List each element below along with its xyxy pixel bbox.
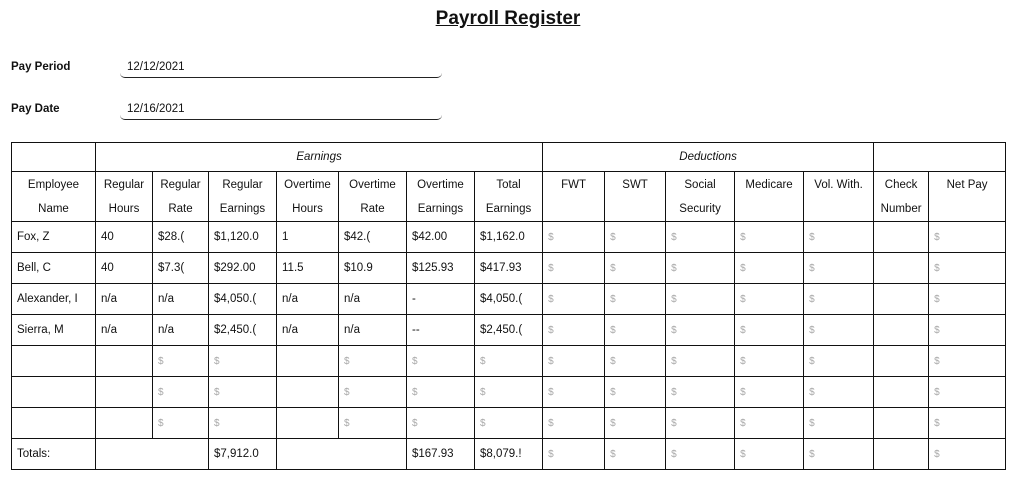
- column-header-line: Employee: [27, 179, 80, 191]
- cell-value: $167.93: [412, 448, 454, 460]
- cell-value: $: [671, 418, 677, 429]
- cell-value: $28.(: [158, 231, 185, 243]
- cell-value: $: [740, 387, 746, 398]
- cell-value: $: [934, 325, 940, 336]
- table-cell[interactable]: [153, 222, 209, 253]
- table-row: [12, 346, 1006, 377]
- pay-date-label: Pay Date: [11, 103, 60, 115]
- table-cell[interactable]: [804, 377, 874, 408]
- table-cell[interactable]: [153, 284, 209, 315]
- column-header-line: Earnings: [485, 203, 532, 215]
- cell-value: $: [412, 418, 418, 429]
- cell-value: $1,120.0: [214, 231, 259, 243]
- table-cell[interactable]: [666, 377, 735, 408]
- cell-value: $: [740, 356, 746, 367]
- table-cell[interactable]: [339, 346, 407, 377]
- column-header-line: Number: [880, 203, 922, 215]
- total-net-pay: [929, 439, 1006, 470]
- cell-value: $: [610, 294, 616, 305]
- column-header-line: Earnings: [219, 203, 266, 215]
- cell-value: $: [809, 294, 815, 305]
- cell-value: $: [548, 449, 554, 460]
- cell-value: $: [934, 294, 940, 305]
- table-cell[interactable]: [874, 346, 929, 377]
- cell-value: $: [671, 294, 677, 305]
- cell-value: $: [934, 418, 940, 429]
- total-medicare: [735, 439, 804, 470]
- cell-value: $7,912.0: [214, 448, 259, 460]
- table-cell[interactable]: [735, 284, 804, 315]
- table-cell[interactable]: [339, 408, 407, 439]
- column-header: [209, 172, 277, 222]
- table-cell[interactable]: [929, 408, 1006, 439]
- cell-value: $: [809, 325, 815, 336]
- column-header: [12, 172, 96, 222]
- employee-name-cell[interactable]: [12, 222, 96, 253]
- total-social-security: [666, 439, 735, 470]
- column-header-line: FWT: [561, 179, 587, 191]
- earnings-group-label: Earnings: [96, 143, 543, 172]
- cell-value: Fox, Z: [17, 231, 50, 243]
- cell-value: $: [809, 418, 815, 429]
- table-cell[interactable]: [209, 346, 277, 377]
- table-cell[interactable]: [929, 284, 1006, 315]
- column-header-line: Regular: [160, 179, 201, 191]
- cell-value: $: [610, 232, 616, 243]
- cell-value: n/a: [344, 324, 360, 336]
- group-header-row: [12, 143, 1006, 172]
- table-cell[interactable]: [96, 284, 153, 315]
- group-empty-cell: [12, 143, 96, 172]
- table-cell[interactable]: [209, 253, 277, 284]
- table-cell[interactable]: [475, 253, 543, 284]
- table-cell[interactable]: [277, 377, 339, 408]
- cell-value: n/a: [282, 324, 298, 336]
- cell-value: $: [934, 356, 940, 367]
- cell-value: $: [214, 387, 220, 398]
- table-cell[interactable]: [96, 222, 153, 253]
- table-cell[interactable]: [339, 315, 407, 346]
- total-vol-with: [804, 439, 874, 470]
- table-cell[interactable]: [543, 222, 605, 253]
- table-cell[interactable]: [209, 377, 277, 408]
- cell-value: n/a: [101, 293, 117, 305]
- pay-period-input[interactable]: [120, 56, 442, 78]
- cell-value: $: [740, 449, 746, 460]
- cell-value: $1,162.0: [480, 231, 525, 243]
- table-cell[interactable]: [277, 284, 339, 315]
- cell-value: $: [214, 418, 220, 429]
- cell-value: 40: [101, 262, 114, 274]
- table-row: [12, 222, 1006, 253]
- column-header: [804, 172, 874, 222]
- employee-name-cell[interactable]: [12, 315, 96, 346]
- cell-value: $: [158, 387, 164, 398]
- cell-value: $: [809, 387, 815, 398]
- cell-value: 11.5: [282, 262, 304, 274]
- cell-value: $2,450.(: [480, 324, 523, 336]
- cell-value: --: [412, 324, 420, 336]
- table-cell[interactable]: [153, 408, 209, 439]
- cell-value: $: [809, 232, 815, 243]
- table-cell[interactable]: [666, 253, 735, 284]
- cell-value: $: [610, 387, 616, 398]
- column-header-line: Overtime: [284, 179, 331, 191]
- column-header-line: Hours: [108, 203, 140, 215]
- employee-name-cell[interactable]: [12, 408, 96, 439]
- cell-value: $: [934, 232, 940, 243]
- table-cell[interactable]: [605, 346, 666, 377]
- cell-value: Alexander, I: [17, 293, 78, 305]
- table-row: [12, 315, 1006, 346]
- cell-value: n/a: [344, 293, 360, 305]
- table-row: [12, 408, 1006, 439]
- cell-value: $: [480, 418, 486, 429]
- column-header: [874, 172, 929, 222]
- cell-value: $: [610, 263, 616, 274]
- table-cell[interactable]: [929, 315, 1006, 346]
- table-cell[interactable]: [543, 253, 605, 284]
- cell-value: $: [740, 418, 746, 429]
- pay-date-input[interactable]: [120, 98, 442, 120]
- cell-value: $: [344, 387, 350, 398]
- table-cell[interactable]: [475, 408, 543, 439]
- table-cell[interactable]: [874, 377, 929, 408]
- cell-value: $: [548, 418, 554, 429]
- table-cell[interactable]: [153, 346, 209, 377]
- table-cell[interactable]: [96, 377, 153, 408]
- table-cell[interactable]: [804, 408, 874, 439]
- payroll-register-table: [11, 142, 1006, 470]
- cell-value: $: [610, 418, 616, 429]
- cell-value: $: [740, 232, 746, 243]
- table-cell[interactable]: [735, 253, 804, 284]
- cell-value: $: [671, 232, 677, 243]
- table-cell[interactable]: [874, 222, 929, 253]
- table-cell[interactable]: [735, 408, 804, 439]
- table-cell[interactable]: [735, 315, 804, 346]
- table-cell[interactable]: [277, 315, 339, 346]
- column-header: [605, 172, 666, 222]
- table-row: [12, 253, 1006, 284]
- table-cell[interactable]: [475, 377, 543, 408]
- column-header: [543, 172, 605, 222]
- cell-value: n/a: [158, 293, 174, 305]
- table-cell[interactable]: [735, 222, 804, 253]
- cell-value: $: [548, 356, 554, 367]
- total-fwt: [543, 439, 605, 470]
- cell-value: $10.9: [344, 262, 373, 274]
- deductions-group-label: Deductions: [543, 143, 874, 172]
- cell-value: $: [412, 387, 418, 398]
- cell-value: $: [214, 356, 220, 367]
- cell-value: $: [610, 356, 616, 367]
- cell-value: n/a: [101, 324, 117, 336]
- cell-value: $125.93: [412, 262, 454, 274]
- table-cell[interactable]: [339, 253, 407, 284]
- table-cell[interactable]: [666, 408, 735, 439]
- cell-value: $42.(: [344, 231, 371, 243]
- column-header: [153, 172, 209, 222]
- totals-empty-cell: [277, 439, 407, 470]
- column-header-line: Social: [684, 179, 716, 191]
- page-title: Payroll Register: [435, 8, 581, 29]
- cell-value: Totals:: [17, 448, 51, 460]
- column-header: [339, 172, 407, 222]
- column-header-line: Total: [496, 179, 521, 191]
- table-cell[interactable]: [475, 284, 543, 315]
- table-cell[interactable]: [735, 377, 804, 408]
- totals-empty-cell: [96, 439, 209, 470]
- cell-value: $4,050.(: [214, 293, 257, 305]
- table-cell[interactable]: [209, 315, 277, 346]
- cell-value: $: [809, 263, 815, 274]
- cell-value: $: [671, 449, 677, 460]
- cell-value: n/a: [158, 324, 174, 336]
- column-header-line: Regular: [222, 179, 263, 191]
- table-cell[interactable]: [407, 284, 475, 315]
- table-cell[interactable]: [475, 315, 543, 346]
- cell-value: $417.93: [480, 262, 522, 274]
- table-cell[interactable]: [407, 253, 475, 284]
- table-cell[interactable]: [475, 346, 543, 377]
- cell-value: $: [480, 387, 486, 398]
- cell-value: Sierra, M: [17, 324, 64, 336]
- table-cell[interactable]: [929, 346, 1006, 377]
- cell-value: $: [548, 325, 554, 336]
- column-header-line: Rate: [168, 203, 193, 215]
- table-cell[interactable]: [96, 253, 153, 284]
- cell-value: $: [934, 449, 940, 460]
- cell-value: 1: [282, 231, 289, 243]
- table-cell[interactable]: [874, 408, 929, 439]
- column-header-line: Overtime: [349, 179, 396, 191]
- table-cell[interactable]: [96, 346, 153, 377]
- table-cell[interactable]: [666, 284, 735, 315]
- column-header: [475, 172, 543, 222]
- employee-name-cell[interactable]: [12, 346, 96, 377]
- table-cell[interactable]: [605, 315, 666, 346]
- cell-value: $: [809, 356, 815, 367]
- table-cell[interactable]: [804, 284, 874, 315]
- cell-value: $: [158, 356, 164, 367]
- cell-value: $: [158, 418, 164, 429]
- cell-value: $: [344, 418, 350, 429]
- totals-row: [12, 439, 1006, 470]
- table-cell[interactable]: [277, 408, 339, 439]
- table-cell[interactable]: [605, 284, 666, 315]
- cell-value: $: [412, 356, 418, 367]
- cell-value: $: [671, 356, 677, 367]
- column-header-line: Name: [38, 203, 69, 215]
- column-header: [929, 172, 1006, 222]
- table-cell[interactable]: [874, 315, 929, 346]
- table-cell[interactable]: [666, 346, 735, 377]
- table-cell[interactable]: [277, 222, 339, 253]
- table-cell[interactable]: [209, 408, 277, 439]
- table-cell[interactable]: [605, 377, 666, 408]
- table-cell[interactable]: [209, 222, 277, 253]
- column-header-line: Vol. With.: [814, 179, 863, 191]
- table-cell[interactable]: [804, 222, 874, 253]
- totals-empty-cell: [874, 439, 929, 470]
- cell-value: $: [548, 232, 554, 243]
- table-cell[interactable]: [804, 346, 874, 377]
- table-cell[interactable]: [153, 253, 209, 284]
- cell-value: $: [480, 356, 486, 367]
- table-cell[interactable]: [339, 284, 407, 315]
- cell-value: $: [671, 263, 677, 274]
- cell-value: $: [548, 387, 554, 398]
- table-cell[interactable]: [605, 253, 666, 284]
- table-cell[interactable]: [277, 253, 339, 284]
- column-header: [407, 172, 475, 222]
- cell-value: 40: [101, 231, 114, 243]
- table-cell[interactable]: [96, 408, 153, 439]
- column-header-row: [12, 172, 1006, 222]
- cell-value: $: [610, 449, 616, 460]
- cell-value: $: [740, 294, 746, 305]
- table-cell[interactable]: [543, 284, 605, 315]
- cell-value: n/a: [282, 293, 298, 305]
- column-header-line: SWT: [622, 179, 648, 191]
- table-cell[interactable]: [735, 346, 804, 377]
- column-header-line: Earnings: [417, 203, 464, 215]
- employee-name-cell[interactable]: [12, 253, 96, 284]
- table-cell[interactable]: [874, 284, 929, 315]
- total-overtime-earnings: [407, 439, 475, 470]
- column-header: [96, 172, 153, 222]
- total-regular-earnings: [209, 439, 277, 470]
- table-cell[interactable]: [475, 222, 543, 253]
- table-cell[interactable]: [804, 253, 874, 284]
- table-cell[interactable]: [543, 315, 605, 346]
- table-cell[interactable]: [804, 315, 874, 346]
- cell-value: $2,450.(: [214, 324, 257, 336]
- total-earnings: [475, 439, 543, 470]
- table-row: [12, 284, 1006, 315]
- column-header-line: Hours: [292, 203, 323, 215]
- table-cell[interactable]: [543, 346, 605, 377]
- employee-name-cell[interactable]: [12, 284, 96, 315]
- cell-value: $: [548, 263, 554, 274]
- table-cell[interactable]: [96, 315, 153, 346]
- column-header-line: Check: [884, 179, 918, 191]
- table-cell[interactable]: [407, 408, 475, 439]
- table-cell[interactable]: [339, 222, 407, 253]
- cell-value: $: [548, 294, 554, 305]
- cell-value: $42.00: [412, 231, 448, 243]
- cell-value: $: [740, 325, 746, 336]
- cell-value: Bell, C: [17, 262, 51, 274]
- table-row: [12, 377, 1006, 408]
- table-cell[interactable]: [605, 222, 666, 253]
- column-header-line: Rate: [360, 203, 385, 215]
- table-cell[interactable]: [153, 315, 209, 346]
- column-header: [735, 172, 804, 222]
- table-cell[interactable]: [666, 315, 735, 346]
- column-header-line: Net Pay: [946, 179, 988, 191]
- table-cell[interactable]: [407, 377, 475, 408]
- table-cell[interactable]: [407, 222, 475, 253]
- column-header-line: Overtime: [417, 179, 464, 191]
- column-header-line: Regular: [103, 179, 145, 191]
- table-cell[interactable]: [929, 253, 1006, 284]
- cell-value: $: [934, 263, 940, 274]
- column-header: [277, 172, 339, 222]
- table-cell[interactable]: [874, 253, 929, 284]
- table-cell[interactable]: [407, 346, 475, 377]
- cell-value: $: [809, 449, 815, 460]
- table-cell[interactable]: [543, 377, 605, 408]
- table-cell[interactable]: [543, 408, 605, 439]
- cell-value: $4,050.(: [480, 293, 523, 305]
- total-swt: [605, 439, 666, 470]
- table-cell[interactable]: [277, 346, 339, 377]
- cell-value: $: [671, 387, 677, 398]
- table-cell[interactable]: [929, 222, 1006, 253]
- cell-value: $8,079.!: [480, 448, 522, 460]
- table-cell[interactable]: [929, 377, 1006, 408]
- column-header-line: Security: [679, 203, 721, 215]
- cell-value: -: [412, 293, 416, 305]
- table-cell[interactable]: [339, 377, 407, 408]
- cell-value: $: [740, 263, 746, 274]
- pay-period-label: Pay Period: [11, 61, 71, 73]
- totals-label: [12, 439, 96, 470]
- table-cell[interactable]: [407, 315, 475, 346]
- table-cell[interactable]: [605, 408, 666, 439]
- table-cell[interactable]: [209, 284, 277, 315]
- column-header: [666, 172, 735, 222]
- table-cell[interactable]: [666, 222, 735, 253]
- group-empty-cell: [874, 143, 1006, 172]
- table-cell[interactable]: [153, 377, 209, 408]
- cell-value: $: [934, 387, 940, 398]
- column-header-line: Medicare: [745, 179, 793, 191]
- cell-value: $292.00: [214, 262, 256, 274]
- cell-value: $7.3(: [158, 262, 185, 274]
- cell-value: $: [344, 356, 350, 367]
- cell-value: $: [610, 325, 616, 336]
- employee-name-cell[interactable]: [12, 377, 96, 408]
- cell-value: $: [671, 325, 677, 336]
